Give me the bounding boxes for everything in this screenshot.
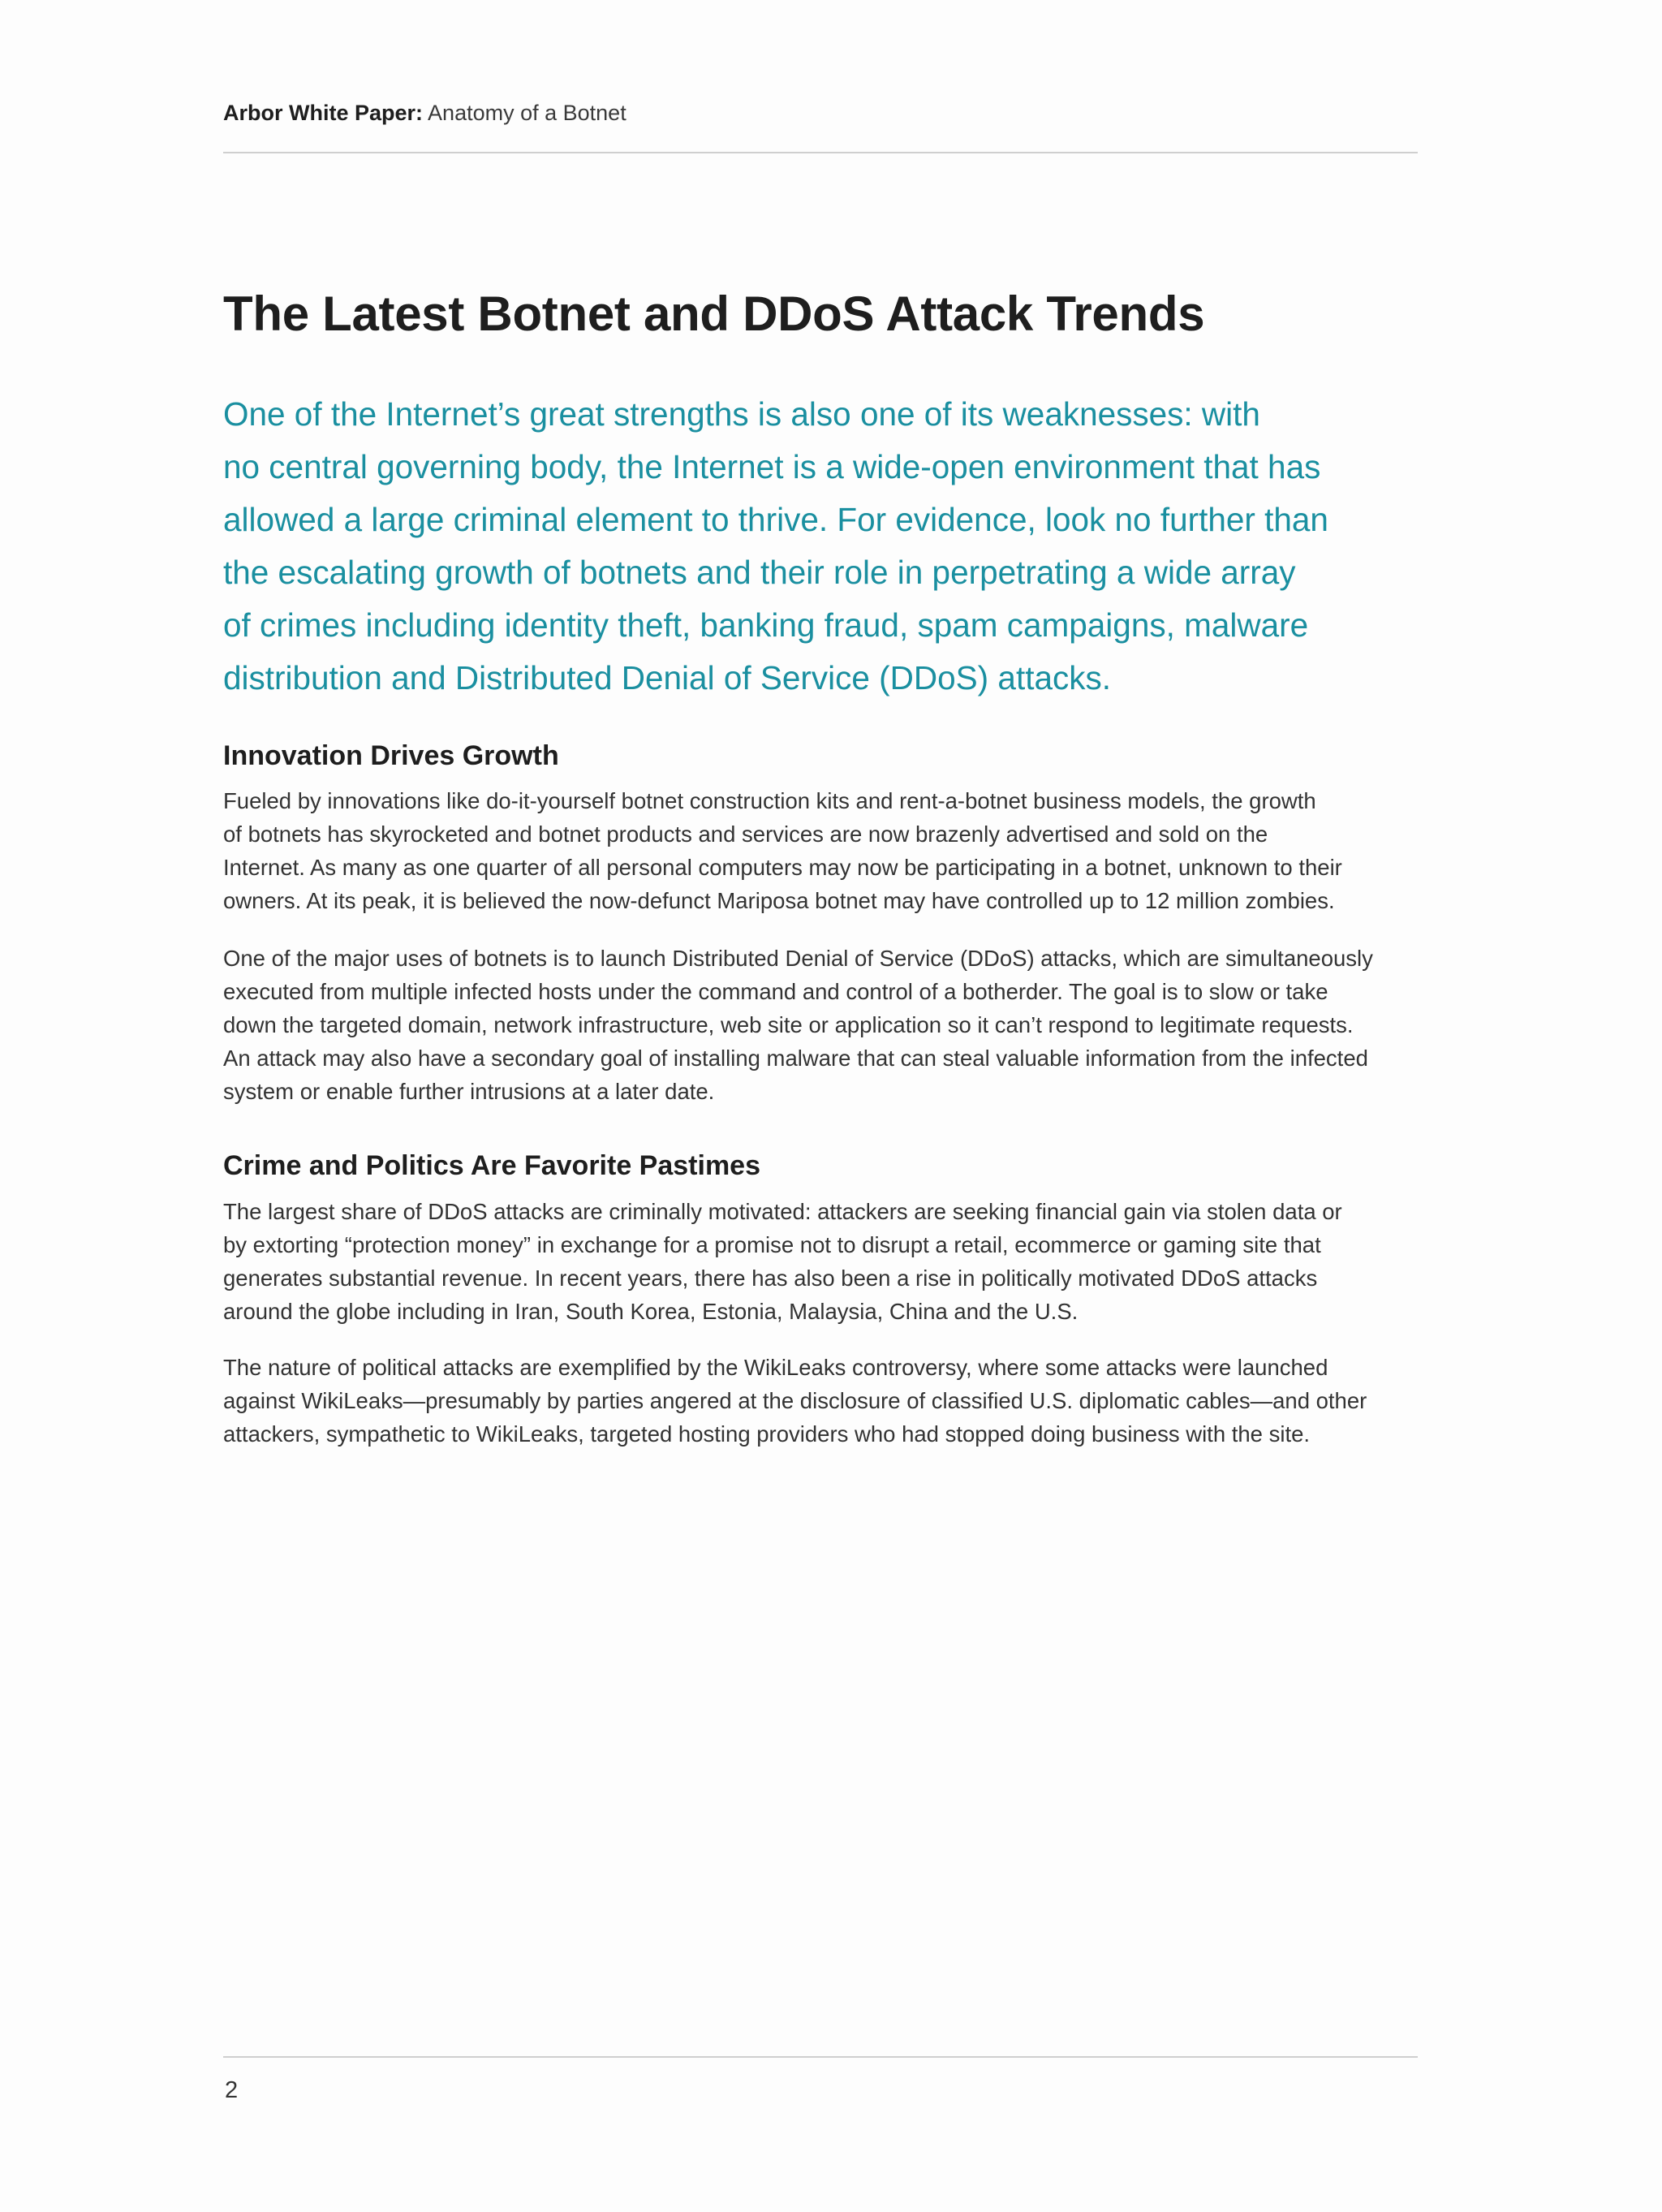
page-title: The Latest Botnet and DDoS Attack Trends — [223, 287, 1205, 341]
intro-paragraph — [223, 388, 1392, 705]
paragraph-line: around the globe including in Iran, South Korea, Estonia, Malaysia, China and the U.S. — [223, 1299, 1079, 1324]
paragraph-line: executed from multiple infected hosts under the command and control of a botherder. The goal is to slow or take — [223, 979, 1328, 1004]
footer-divider — [223, 2056, 1418, 2058]
body-paragraph — [223, 784, 1424, 917]
intro-line: allowed a large criminal element to thrive. For evidence, look no further than — [223, 501, 1328, 538]
paragraph-line: Internet. As many as one quarter of all personal computers may now be participating in a botnet, unknown to their — [223, 855, 1342, 880]
intro-line: no central governing body, the Internet is a wide-open environment that has — [223, 448, 1321, 485]
body-paragraph — [223, 1351, 1424, 1451]
paragraph-line: attackers, sympathetic to WikiLeaks, targeted hosting providers who had stopped doing business with the site. — [223, 1421, 1311, 1447]
paragraph-line: An attack may also have a secondary goal of installing malware that can steal valuable information from the infected — [223, 1046, 1368, 1071]
paragraph-line: Fueled by innovations like do-it-yourself botnet construction kits and rent-a-botnet business models, the growth — [223, 788, 1316, 813]
paragraph-line: down the targeted domain, network infrastructure, web site or application so it can’t respond to legitimate requests. — [223, 1012, 1354, 1037]
running-header — [223, 101, 626, 126]
page-number: 2 — [225, 2077, 239, 2103]
paragraph-line: generates substantial revenue. In recent years, there has also been a rise in politically motivated DDoS attacks — [223, 1266, 1318, 1291]
paragraph-line: owners. At its peak, it is believed the now-defunct Mariposa botnet may have controlled up to 12 million zombies. — [223, 888, 1335, 913]
paragraph-line: against WikiLeaks—presumably by parties angered at the disclosure of classified U.S. diplomatic cables—and other — [223, 1388, 1367, 1413]
intro-line: One of the Internet’s great strengths is also one of its weaknesses: with — [223, 395, 1260, 433]
intro-line: of crimes including identity theft, banking fraud, spam campaigns, malware — [223, 606, 1309, 644]
section-heading-innovation: Innovation Drives Growth — [223, 740, 559, 771]
body-paragraph — [223, 1195, 1424, 1328]
intro-line: distribution and Distributed Denial of Service (DDoS) attacks. — [223, 659, 1111, 696]
intro-line: the escalating growth of botnets and their role in perpetrating a wide array — [223, 554, 1296, 591]
header-document-title: Anatomy of a Botnet — [423, 101, 626, 125]
paragraph-line: The largest share of DDoS attacks are criminally motivated: attackers are seeking financial gain via stolen data or — [223, 1199, 1342, 1224]
body-paragraph — [223, 942, 1424, 1108]
header-publication: Arbor White Paper: — [223, 101, 424, 125]
header-divider — [223, 152, 1418, 153]
paragraph-line: by extorting “protection money” in exchange for a promise not to disrupt a retail, ecommerce or gaming site that — [223, 1232, 1321, 1257]
paragraph-line: system or enable further intrusions at a later date. — [223, 1079, 715, 1104]
paragraph-line: The nature of political attacks are exemplified by the WikiLeaks controversy, where some attacks were launched — [223, 1355, 1328, 1380]
section-heading-crime-politics: Crime and Politics Are Favorite Pastimes — [223, 1150, 760, 1181]
paragraph-line: of botnets has skyrocketed and botnet products and services are now brazenly advertised and sold on the — [223, 821, 1268, 847]
paragraph-line: One of the major uses of botnets is to launch Distributed Denial of Service (DDoS) attacks, which are simultaneously — [223, 946, 1373, 971]
